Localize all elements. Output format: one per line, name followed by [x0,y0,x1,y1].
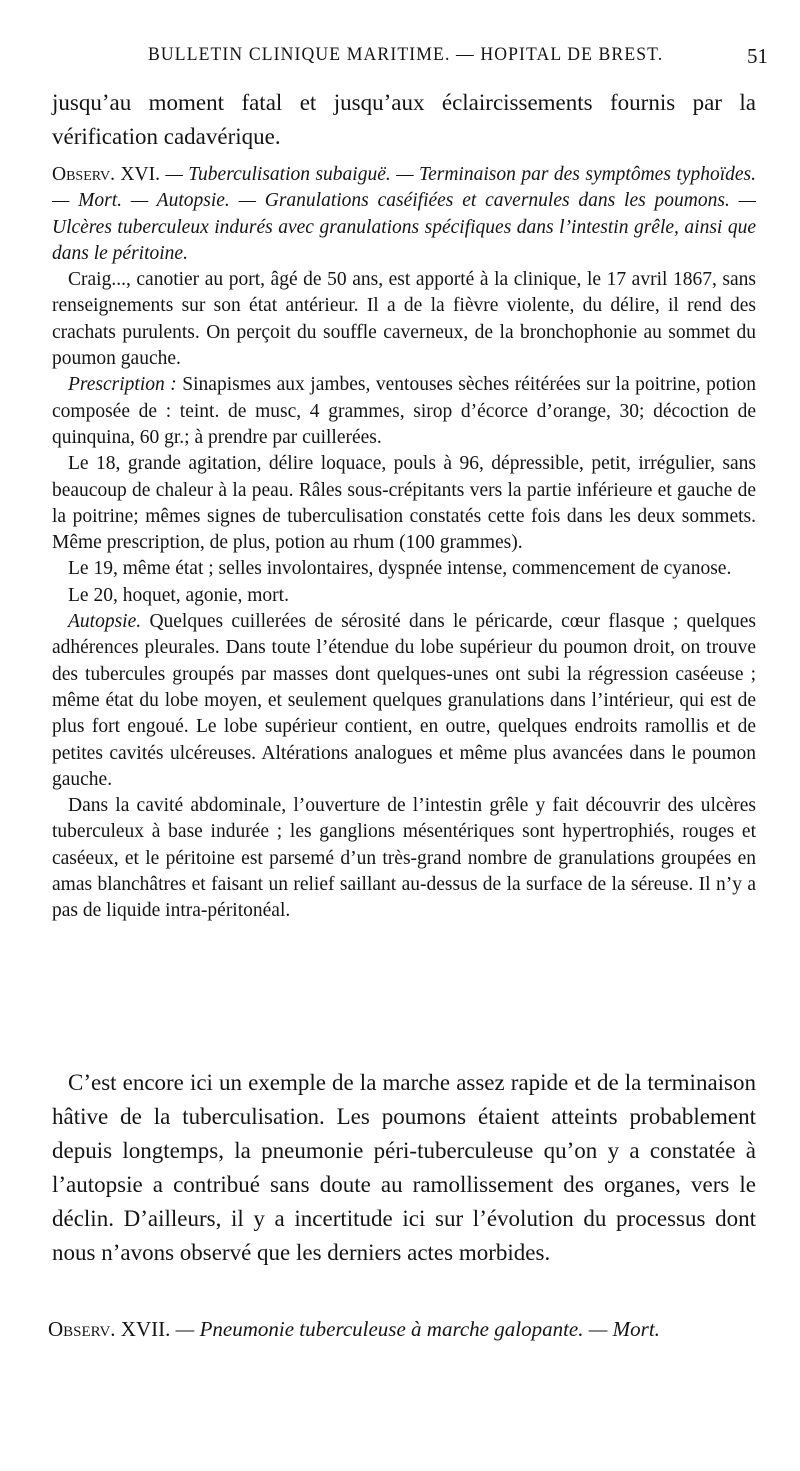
observation-16-label: Observ. XVI. [52,164,160,185]
commentary-text: C’est encore ici un exemple de la marche assez rapide et de la terminaison hâtive de la tuberculisation. Les poumons étaient atteints probablement depuis longtemps, la pneumonie péri-tuberculeuse qu’on y a constatée à l’autopsie a contribué sans doute au ramollissement des organes, vers le déclin. D’ailleurs, il y a incertitude ici sur l’évolution du processus dont nous n’avons observé que les derniers actes morbides. [52,1070,756,1265]
prescription-text: Sinapismes aux jambes, ventouses sèches réitérées sur la poitrine, potion composée de : teint. de musc, 4 grammes, sirop d’écorce d’orange, 30; décoction de quinquina, 60 gr.; à prendre par cuillerées. [52,374,757,448]
commentary-block [52,1066,756,1270]
obs16-paragraph-5: Le 20, hoquet, agonie, mort. [68,584,289,606]
observation-17-label: Observ. XVII. [48,1317,171,1341]
obs16-paragraph-3: Le 18, grande agitation, délire loquace, pouls à 96, dépressible, petit, irrégulier, sans beaucoup de chaleur à la peau. Râles sous-crépitants vers la partie inférieure et gauche de la poitrine; mêmes signes de tuberculisation constatés cette fois dans les deux sommets. Même prescription, de plus, potion au rhum (100 grammes). [52,453,756,554]
page-number: 51 [747,44,768,68]
prescription-label: Prescription : [68,374,177,396]
autopsie-text: Quelques cuillerées de sérosité dans le péricarde, cœur flasque ; quelques adhérences pleurales. Dans toute l’étendue du lobe supérieur du poumon droit, on trouve des tubercules groupés par masses dont quelques-unes ont subi la régression caséeuse ; même état du lobe moyen, et seulement quelques granulations dans l’intérieur, qui est de plus fort engoué. Le lobe supérieur contient, en outre, quelques endroits ramollis et de petites cavités ulcéreuses. Altérations analogues et même plus avancées dans le poumon gauche. [52,611,757,790]
observation-17-heading [48,1314,768,1344]
running-header [148,44,768,74]
autopsie-label: Autopsie. [68,611,142,633]
obs16-paragraph-4: Le 19, même état ; selles involontaires, dyspnée intense, commencement de cyanose. [68,558,732,580]
obs16-paragraph-7: Dans la cavité abdominale, l’ouverture de l’intestin grêle y fait découvrir des ulcères tuberculeux à base indurée ; les ganglions mésentériques sont hypertrophiés, rouges et caséeux, et le péritoine est parsemé d’un très-grand nombre de granulations groupées en amas blanchâtres et faisant un relief saillant au-dessus de la surface de la séreuse. Il n’y a pas de liquide intra-péritonéal. [52,795,756,922]
opening-paragraph [52,86,756,154]
observation-17-title: — Pneumonie tuberculeuse à marche galopante. — Mort. [175,1317,660,1341]
observation-16-title: — Tuberculisation subaiguë. — Terminaison par des symptômes typhoïdes. — Mort. — Autopsie. — Granulations caséifiées et cavernules dans les poumons. — Ulcères tuberculeux indurés avec granulations spécifiques dans l’intestin grêle, ainsi que dans le péritoine. [52,164,757,264]
opening-text: jusqu’au moment fatal et jusqu’aux éclaircissements fournis par la vérification cadavérique. [52,90,756,149]
obs16-paragraph-6 [52,609,756,793]
running-title: BULLETIN CLINIQUE MARITIME. — HOPITAL DE BREST. [148,44,664,65]
obs16-paragraph-1: Craig..., canotier au port, âgé de 50 ans, est apporté à la clinique, le 17 avril 1867, sans renseignements sur son état antérieur. Il a de la fièvre violente, du délire, il rend des crachats purulents. On perçoit du souffle caverneux, de la bronchophonie au sommet du poumon gauche. [52,269,756,370]
observation-16-heading [52,162,756,267]
obs16-paragraph-2 [52,372,756,451]
observation-16 [52,162,756,925]
